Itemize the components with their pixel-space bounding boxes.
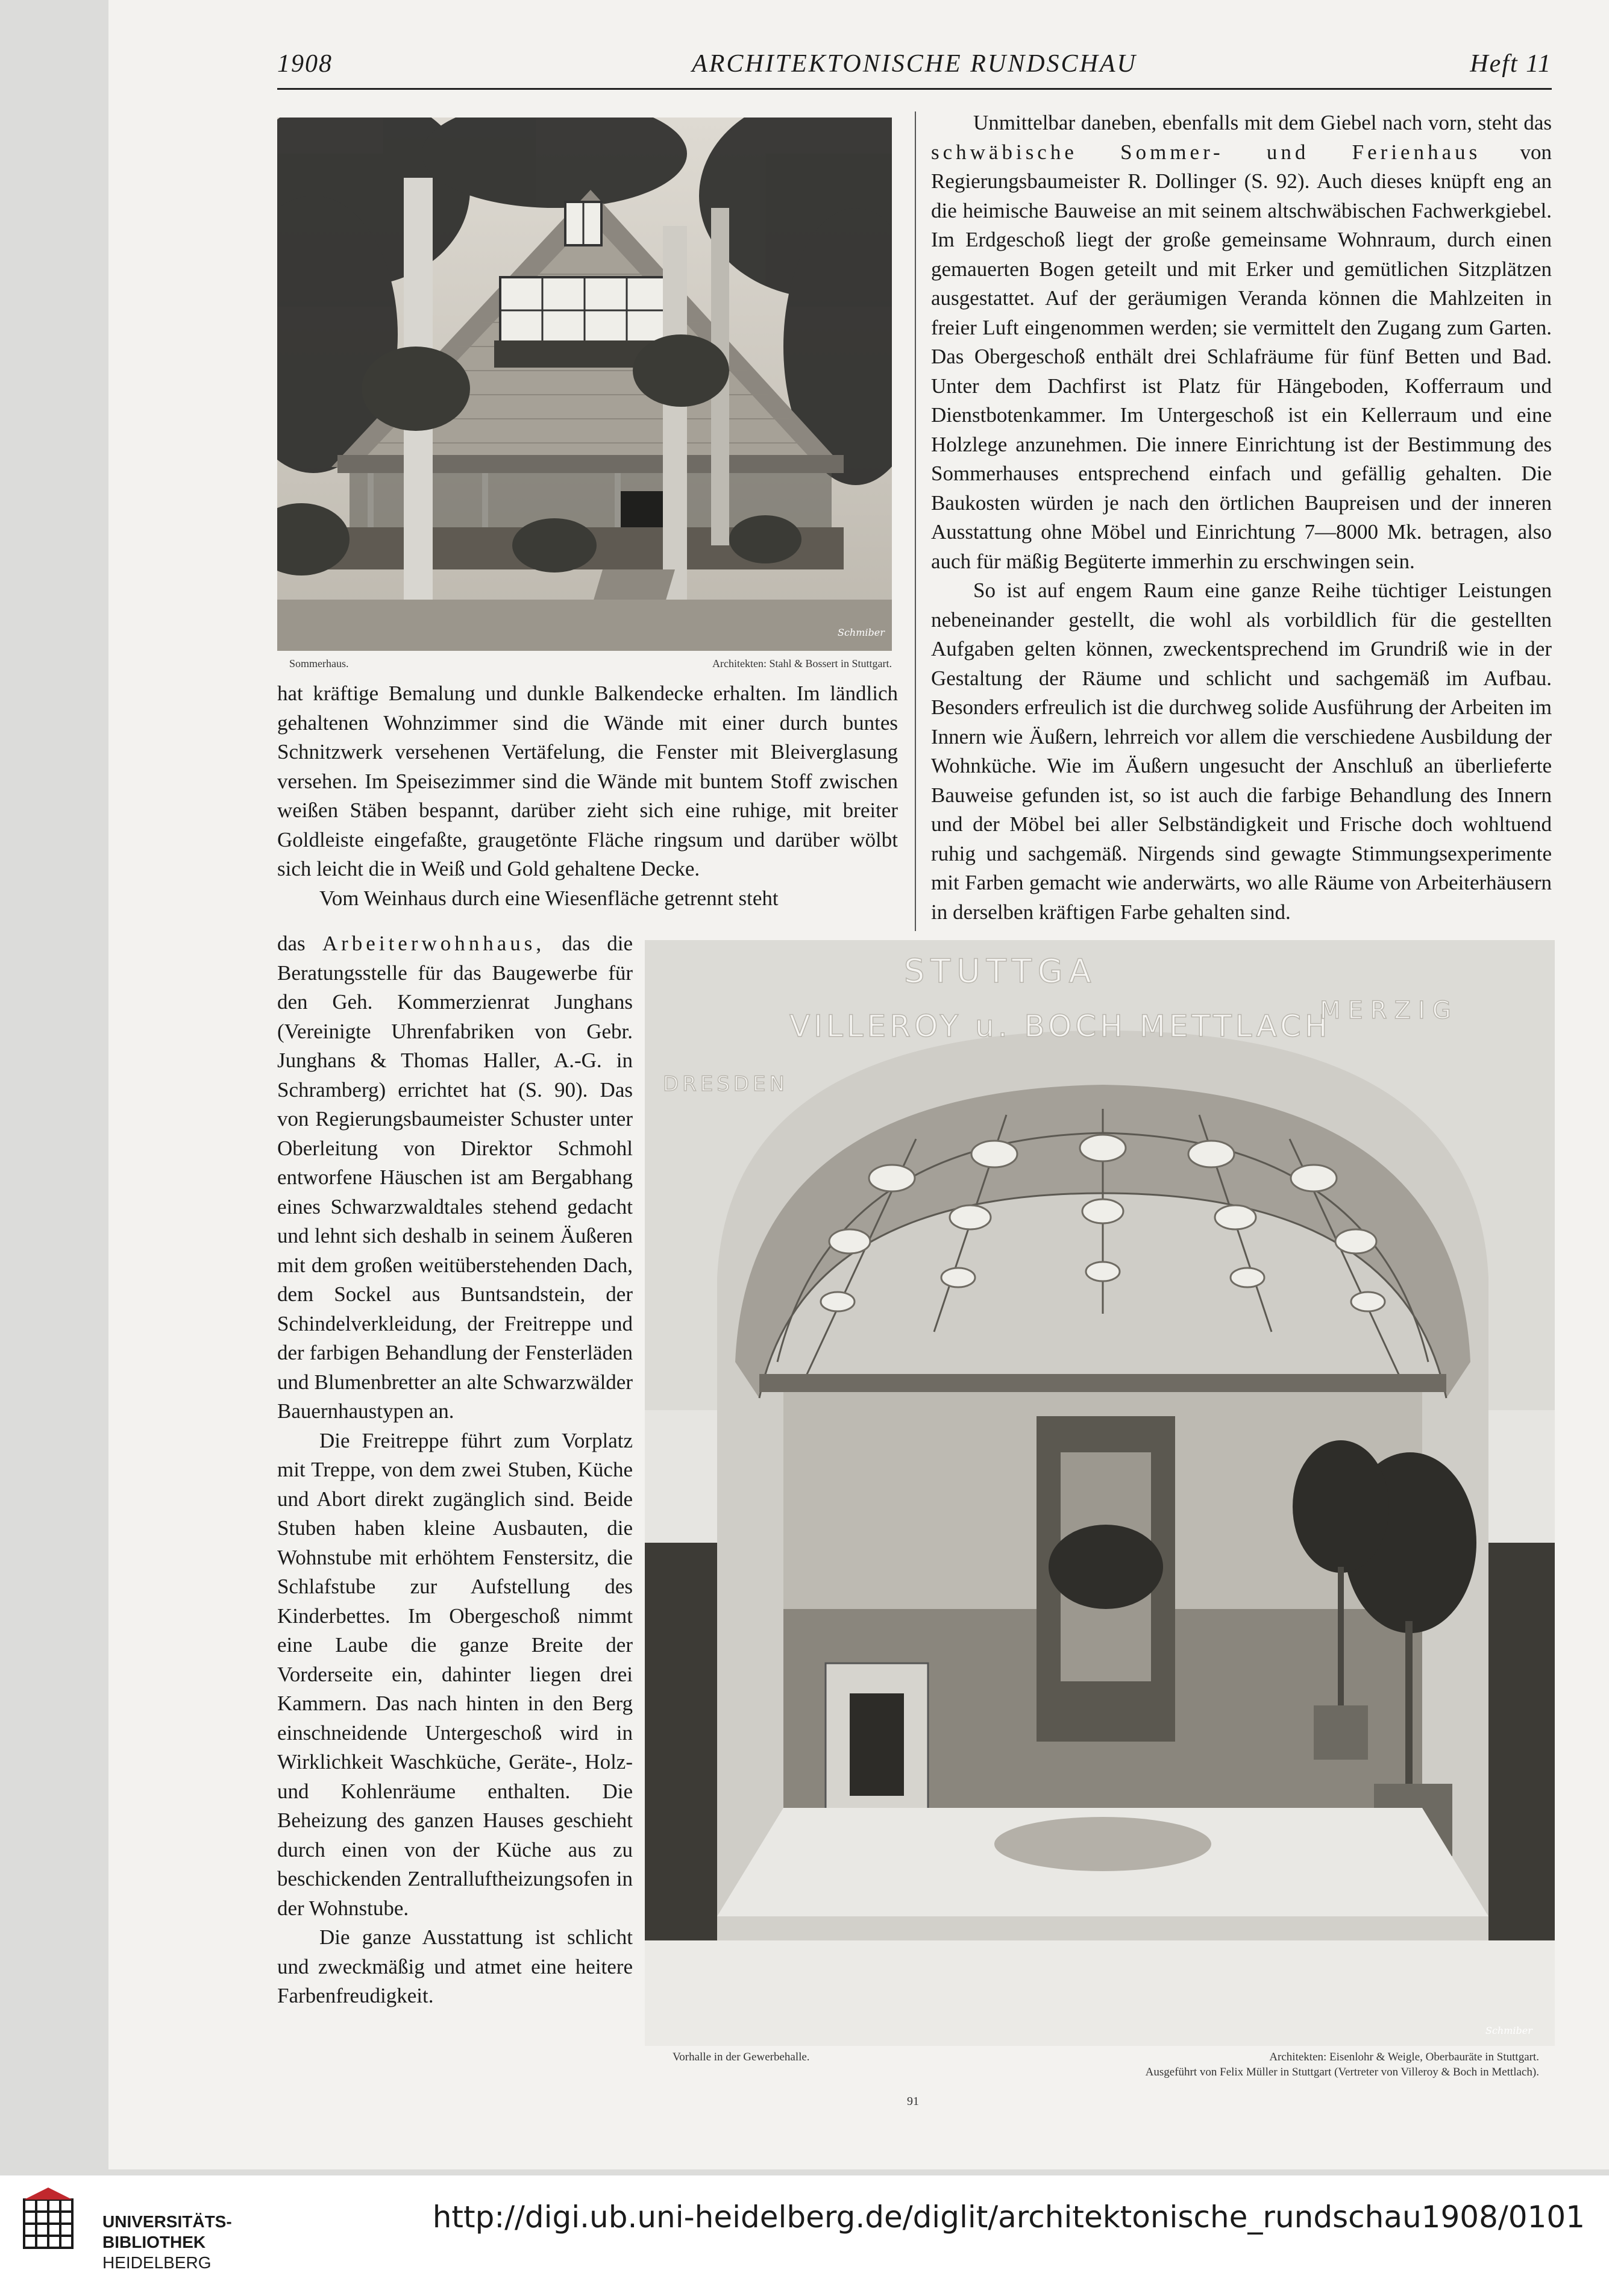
left-column-text (277, 679, 898, 913)
permalink-url[interactable]: http://digi.ub.uni-heidelberg.de/diglit/architektonische_rundschau1908/0101 (432, 2200, 1585, 2235)
summer-house-photo (277, 118, 892, 651)
paragraph: das Arbeiterwohnhaus, das die Beratungsstelle für das Baugewerbe für den Geh. Kommerzienrat Junghans (Vereinigte Uhrenfabriken von Gebr. Junghans & Thomas Haller, A.-G. in Schramberg) errichtet hat (S. 90). Das von Regierungsbaumeister Schuster unter Oberleitung von Direktor Schmohl entworfene Häuschen ist am Bergabhang eines Schwarzwaldtales stehend gedacht und lehnt sich deshalb in seinem Äußeren mit dem großen weitüberstehenden Dach, dem Sockel aus Buntsandstein, der Schindelverkleidung, der Freitreppe und der farbigen Behandlung der Fensterläden und Blumenbretter an alte Schwarzwälder Bauernhaustypen an. (277, 932, 633, 1423)
emphasized-term: Arbeiterwohnhaus, (322, 932, 545, 955)
emphasized-term: schwäbische Sommer- und Ferienhaus (931, 140, 1481, 164)
caption-architects: Architekten: Stahl & Bossert in Stuttgart. (712, 657, 892, 670)
photo-signature: Schmiber (1485, 2025, 1532, 2036)
paragraph: Vom Weinhaus durch eine Wiesenfläche getrennt steht (319, 886, 779, 910)
paragraph: hat kräftige Bemalung und dunkle Balkendecke erhalten. Im ländlich gehaltenen Wohnzimmer sind die Wände mit einer durch buntes Schnitzwerk versehenen Vertäfelung, die Fenster mit Bleiverglasung versehen. Im Speisezimmer sind die Wände mit buntem Stoff zwischen weißen Stäben bespannt, darüber zieht sich eine ruhige, mit breiter Goldleiste eingefaßte, graugetönte Fläche ringsum und darüber wölbt sich leicht die in Weiß und Gold gehaltene Decke. (277, 682, 898, 880)
wall-text-merzig: MERZIG (1320, 997, 1458, 1024)
right-column-text (931, 108, 1552, 927)
document-page (108, 0, 1609, 2169)
vorhalle-caption-title: Vorhalle in der Gewerbehalle. (673, 2051, 810, 2063)
narrow-column-text (277, 929, 633, 2011)
paragraph: Unmittelbar daneben, ebenfalls mit dem Giebel nach vorn, steht das schwäbische Sommer- und Ferienhaus von Regierungsbaumeister R. Dollinger (S. 92). Auch dieses knüpft eng an die heimische Bauweise an mit seinem altschwäbischen Fachwerkgiebel. Im Erdgeschoß liegt der große gemeinsame Wohnraum, durch einen gemauerten Bogen geteilt und mit Erker und gemütlichen Sitzplätzen ausgestattet. Auf der geräumigen Veranda können die Mahlzeiten in freier Luft eingenommen werden; sie vermittelt den Zugang zum Garten. Das Obergeschoß enthält drei Schlafräume für fünf Betten und Bad. Unter dem Dachfirst ist Platz für Hängeboden, Kofferraum und Dienstbotenkammer. Im Untergeschoß ist ein Kellerraum und eine Holzlege anzunehmen. Die innere Einrichtung ist der Bestimmung des Sommerhauses entsprechend einfach und gefällig gehalten. Die Baukosten würden je nach den örtlichen Baupreisen und der inneren Ausstattung ohne Möbel und Einrichtung 7—8000 Mk. betragen, also auch für mäßig Begüterte immerhin zu erschwingen sein. (931, 111, 1552, 573)
photo-signature: Schmiber (838, 627, 885, 638)
column-divider (915, 111, 916, 931)
running-header (277, 49, 1552, 92)
wall-text-mettlach: VILLEROY u. BOCH METTLACH (789, 1009, 1331, 1044)
header-issue: Heft 11 (1470, 50, 1552, 78)
vorhalle-caption-architects: Architekten: Eisenlohr & Weigle, Oberbauräte in Stuttgart. (1269, 2051, 1539, 2063)
library-name-line2: BIBLIOTHEK (102, 2233, 206, 2251)
library-footer (0, 2175, 1609, 2296)
paragraph: Die Freitreppe führt zum Vorplatz mit Treppe, von dem zwei Stuben, Küche und Abort direkt zugänglich sind. Beide Stuben haben kleine Ausbauten, die Wohnstube mit erhöhtem Fenstersitz, die Schlafstube zur Aufstellung des Kinderbettes. Im Obergeschoß nimmt eine Laube die ganze Breite der Vorderseite ein, dahinter liegen drei Kammern. Das nach hinten in den Berg einschneidende Untergeschoß wird in Wirklichkeit Waschküche, Geräte-, Holz- und Kohlenräume enthalten. Die Beheizung des ganzen Hauses geschieht durch einen von der Küche aus zu beschickenden Zentralluftheizungsofen in der Wohnstube. (277, 1428, 633, 1920)
library-name-line1: UNIVERSITÄTS- (102, 2212, 232, 2231)
vorhalle-caption-execution: Ausgeführt von Felix Müller in Stuttgart (Vertreter von Villeroy & Boch in Mettlach). (1145, 2066, 1539, 2078)
library-seal-icon (18, 2188, 78, 2260)
paragraph: Die ganze Ausstattung ist schlicht und zweckmäßig und atmet eine heitere Farbenfreudigkeit. (277, 1925, 633, 2007)
page-number: 91 (907, 2095, 919, 2108)
paragraph: So ist auf engem Raum eine ganze Reihe tüchtiger Leistungen nebeneinander gestellt, die wohl als vorbildlich für die gestellten Aufgaben gelten können, zweckentsprechend im Grundriß wie in der Gestaltung der Räume und schlicht und sachgemäß im Aufbau. Besonders erfreulich ist die durchweg solide Ausführung der Arbeiten im Innern wie Äußern, lehrreich vor allem die verschiedene Ausbildung der Wohnküche. Wie im Äußern ungesucht der Anschluß an überlieferte Bauweise gefunden ist, so ist auch die farbige Behandlung des Innern und der Möbel bei aller Selbständigkeit und Frische doch wohltuend ruhig und sachgemäß. Nirgends sind gewagte Stimmungsexperimente mit Farben gemacht wie anderwärts, wo alle Räume von Arbeiterhäusern in derselben kräftigen Farbe gehalten sind. (931, 579, 1552, 924)
header-rule (277, 88, 1552, 90)
wall-text-dresden: DRESDEN (663, 1072, 788, 1096)
library-name-line3: HEIDELBERG (102, 2253, 212, 2272)
summer-house-caption (289, 657, 892, 673)
caption-title: Sommerhaus. (289, 657, 349, 670)
library-logo (18, 2188, 247, 2278)
vorhalle-photo (645, 940, 1555, 2046)
journal-title: ARCHITEKTONISCHE RUNDSCHAU (692, 50, 1137, 78)
wall-text-stuttgart: STUTTGA (904, 952, 1097, 990)
header-year: 1908 (277, 50, 333, 78)
